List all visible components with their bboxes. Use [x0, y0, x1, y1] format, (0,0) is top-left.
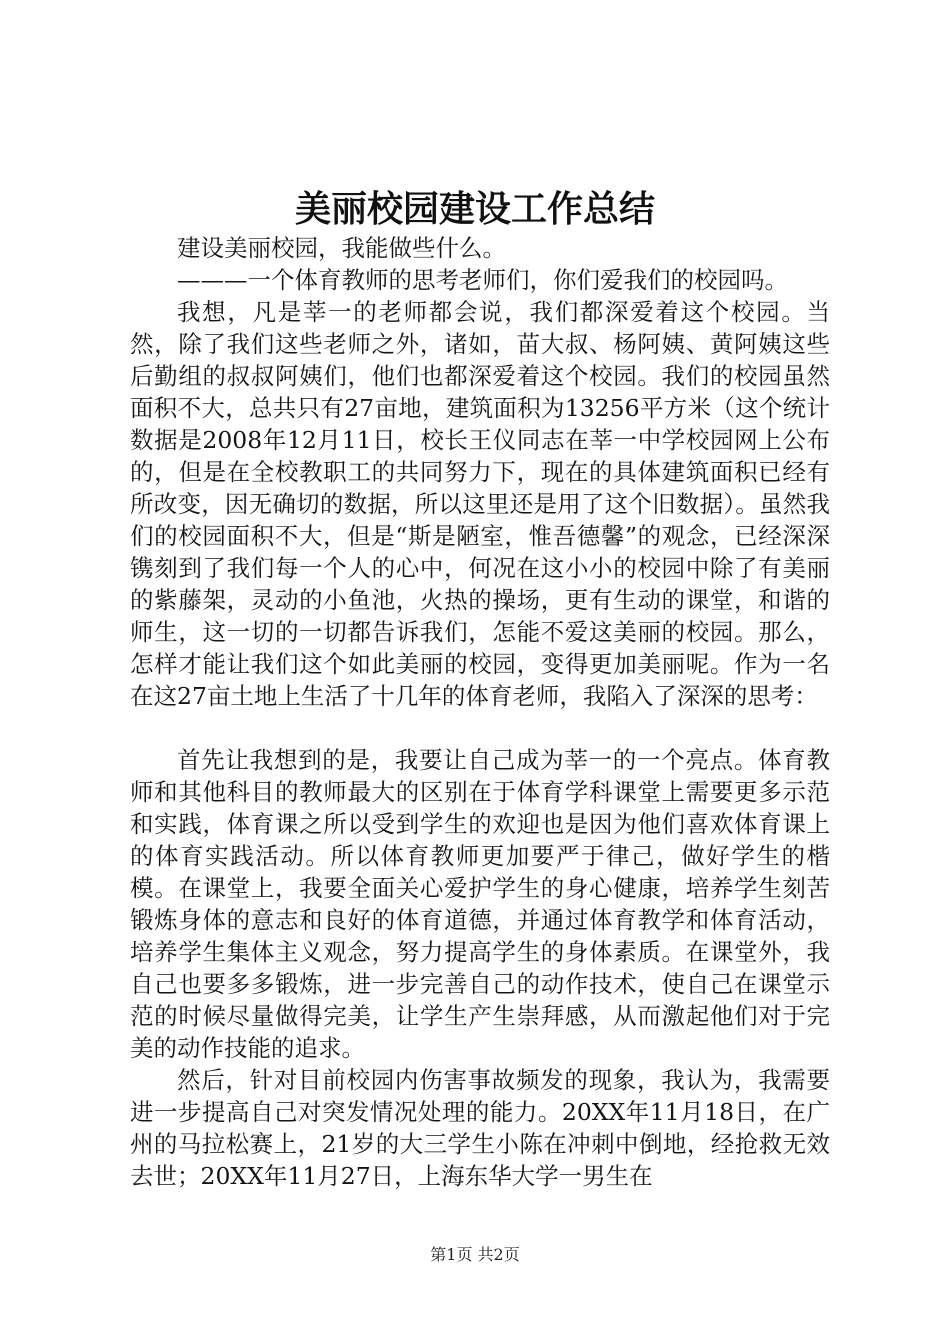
paragraph-3: 我想，凡是莘一的老师都会说，我们都深爱着这个校园。当然，除了我们这些老师之外，诸如，苗大叔、杨阿姨、黄阿姨这些后勤组的叔叔阿姨们，他们也都深爱着这个校园。我们的校园虽然面积不大，总共只有27亩地，建筑面积为13256平方米（这个统计数据是2008年12月11日，校长王仪同志在莘一中学校园网上公布的，但是在全校教职工的共同努力下，现在的具体建筑面积已经有所改变，因无确切的数据，所以这里还是用了这个旧数据）。虽然我们的校园面积不大，但是“斯是陋室，惟吾德馨”的观念，已经深深镌刻到了我们每一个人的心中，何况在这小小的校园中除了有美丽的紫藤架，灵动的小鱼池，火热的操场，更有生动的课堂，和谐的师生，这一切的一切都告诉我们，怎能不爱这美丽的校园。那么，怎样才能让我们这个如此美丽的校园，变得更加美丽呢。作为一名在这27亩土地上生活了十几年的体育老师，我陷入了深深的思考：: [130, 298, 830, 710]
page-footer: 第1页 共2页: [430, 1245, 520, 1264]
paragraph-2: ———一个体育教师的思考老师们，你们爱我们的校园吗。: [177, 266, 788, 294]
document-title: 美丽校园建设工作总结: [294, 188, 655, 230]
paragraph-5: 然后，针对目前校园内伤害事故频发的现象，我认为，我需要进一步提高自己对突发情况处理的能力。20XX年11月18日，在广州的马拉松赛上，21岁的大三学生小陈在冲刺中倒地，经抢救无效去世；20XX年11月27日，上海东华大学一男生在: [130, 1066, 830, 1190]
document-body: [130, 232, 830, 1192]
paragraph-1: 建设美丽校园，我能做些什么。: [177, 234, 506, 262]
paragraph-4: 首先让我想到的是，我要让自己成为莘一的一个亮点。体育教师和其他科目的教师最大的区别在于体育学科课堂上需要更多示范和实践，体育课之所以受到学生的欢迎也是因为他们喜欢体育课上的体育实践活动。所以体育教师更加要严于律己，做好学生的楷模。在课堂上，我要全面关心爱护学生的身心健康，培养学生刻苦锻炼身体的意志和良好的体育道德，并通过体育教学和体育活动，培养学生集体主义观念，努力提高学生的身体素质。在课堂外，我自己也要多多锻炼，进一步完善自己的动作技术，使自己在课堂示范的时候尽量做得完美，让学生产生崇拜感，从而激起他们对于完美的动作技能的追求。: [130, 746, 830, 1062]
